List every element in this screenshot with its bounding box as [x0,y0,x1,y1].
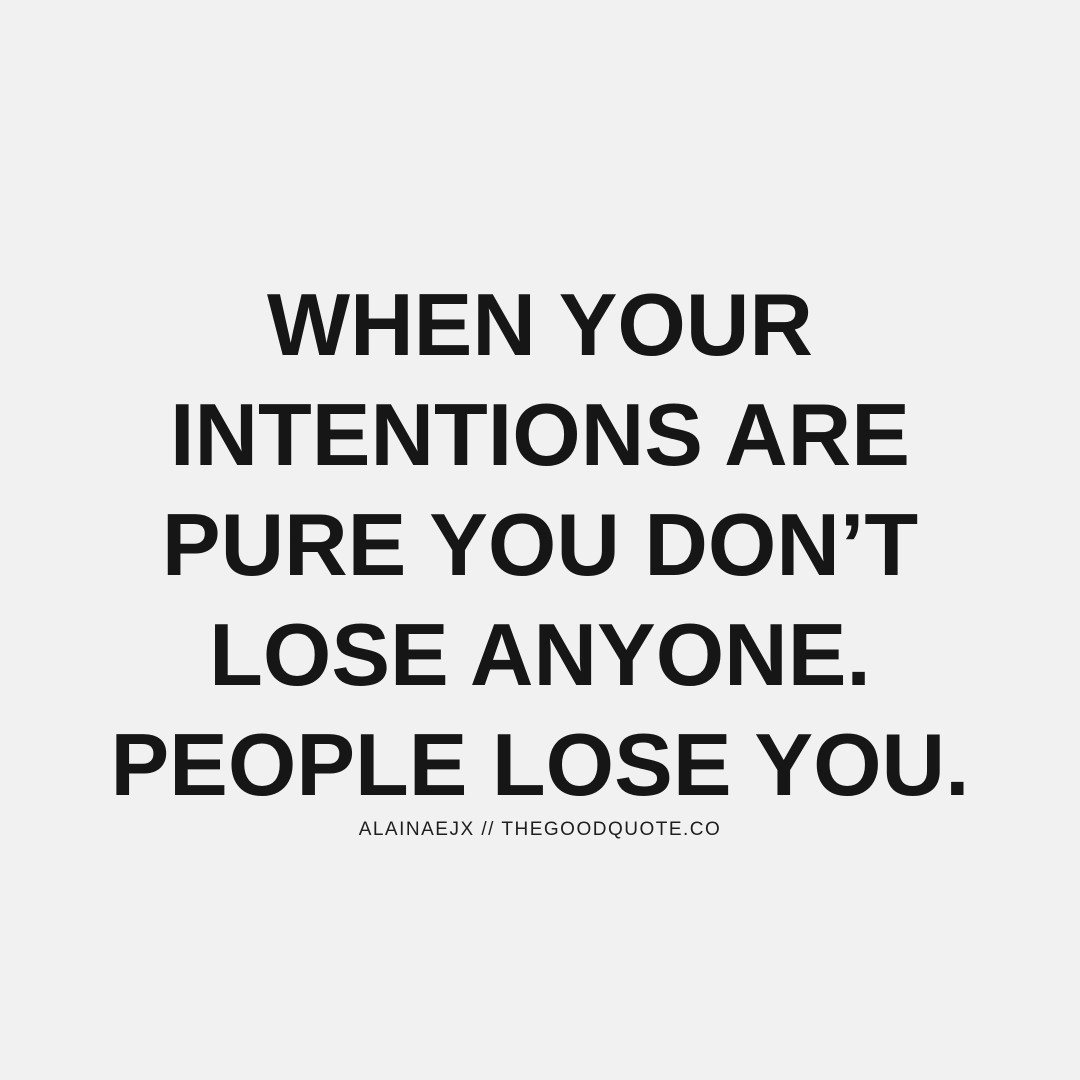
quote-text [0,270,1080,820]
quote-line-2: INTENTIONS ARE [170,385,910,484]
quote-line-3: PURE YOU DON’T [161,495,919,594]
quote-line-5: PEOPLE LOSE YOU. [110,715,970,814]
attribution: ALAINAEJX // THEGOODQUOTE.CO [358,819,722,840]
quote-line-1: WHEN YOUR [267,275,813,374]
quote-line-4: LOSE ANYONE. [209,605,871,704]
